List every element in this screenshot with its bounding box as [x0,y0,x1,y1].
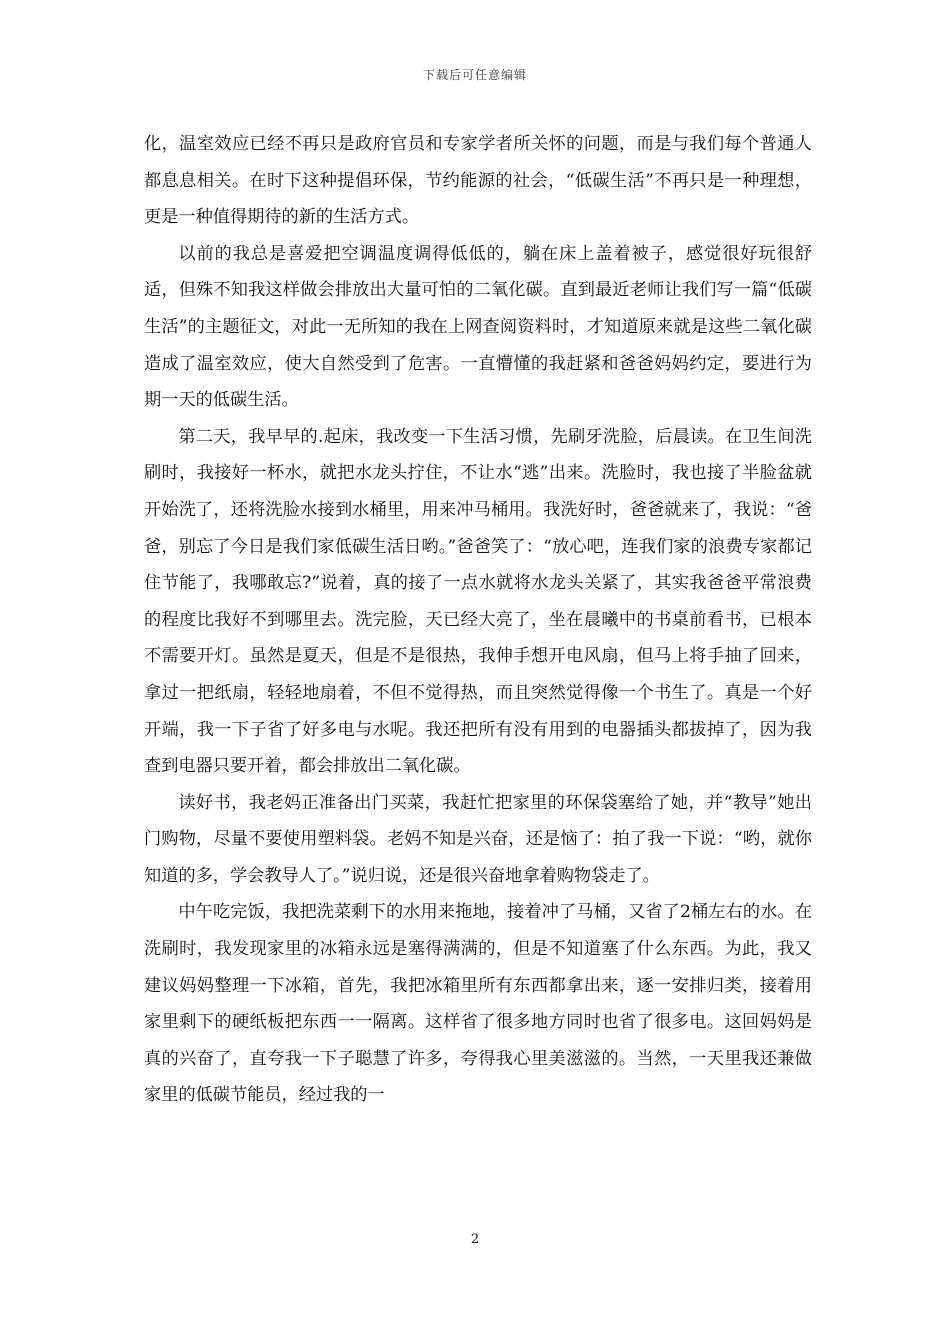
document-body [144,126,812,1114]
paragraph-3: 第二天，我早早的.起床，我改变一下生活习惯，先刷牙洗脸，后晨读。在卫生间洗刷时，我接好一杯水，就把水龙头拧住，不让水“逃”出来。洗脸时，我也接了半脸盆就开始洗了，还将洗脸水接到水桶里，用来冲马桶用。我洗好时，爸爸就来了，我说：“爸爸，别忘了今日是我们家低碳生活日哟。”爸爸笑了：“放心吧，连我们家的浪费专家都记住节能了，我哪敢忘?”说着，真的接了一点水就将水龙头关紧了，其实我爸爸平常浪费的程度比我好不到哪里去。洗完脸，天已经大亮了，坐在晨曦中的书桌前看书，已根本不需要开灯。虽然是夏天，但是不是很热，我伸手想开电风扇，但马上将手抽了回来，拿过一把纸扇，轻轻地扇着，不但不觉得热，而且突然觉得像一个书生了。真是一个好开端，我一下子省了好多电与水呢。我还把所有没有用到的电器插头都拔掉了，因为我查到电器只要开着，都会排放出二氧化碳。 [144,426,812,777]
paragraph-2: 以前的我总是喜爱把空调温度调得低低的，躺在床上盖着被子，感觉很好玩很舒适，但殊不知我这样做会排放出大量可怕的二氧化碳。直到最近老师让我们写一篇“低碳生活”的主题征文，对此一无所知的我在上网查阅资料时，才知道原来就是这些二氧化碳造成了温室效应，使大自然受到了危害。一直懵懂的我赶紧和爸爸妈妈约定，要进行为期一天的低碳生活。 [144,243,812,411]
page-number: 2 [470,1232,480,1247]
paragraph-1: 化，温室效应已经不再只是政府官员和专家学者所关怀的问题，而是与我们每个普通人都息息相关。在时下这种提倡环保，节约能源的社会，“低碳生活”不再只是一种理想，更是一种值得期待的新的生活方式。 [144,134,812,228]
paragraph-4: 读好书，我老妈正准备出门买菜，我赶忙把家里的环保袋塞给了她，并“教导”她出门购物，尽量不要使用塑料袋。老妈不知是兴奋，还是恼了：拍了我一下说：“哟，就你知道的多，学会教导人了。”说归说，还是很兴奋地拿着购物袋走了。 [144,792,812,886]
paragraph-5: 中午吃完饭，我把洗菜剩下的水用来拖地，接着冲了马桶，又省了2桶左右的水。在洗刷时，我发现家里的冰箱永远是塞得满满的，但是不知道塞了什么东西。为此，我又建议妈妈整理一下冰箱，首先，我把冰箱里所有东西都拿出来，逐一安排归类，接着用家里剩下的硬纸板把东西一一隔离。这样省了很多地方同时也省了很多电。这回妈妈是真的兴奋了，直夸我一下子聪慧了许多，夸得我心里美滋滋的。当然，一天里我还兼做家里的低碳节能员，经过我的一 [144,902,812,1106]
page-header: 下载后可任意编辑 [422,68,527,82]
